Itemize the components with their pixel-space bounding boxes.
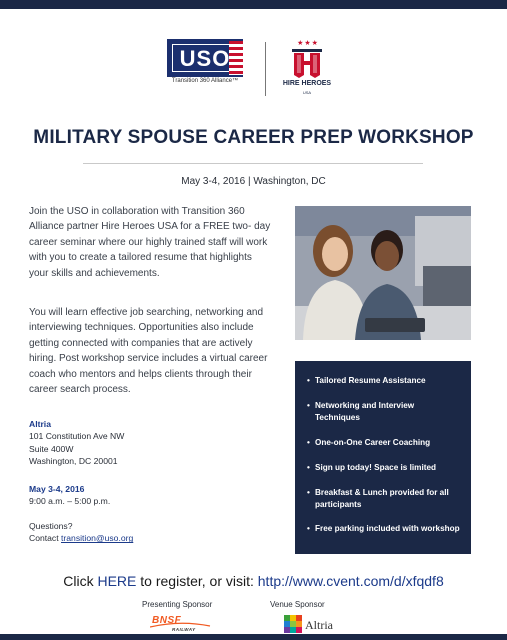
detail-paragraph: You will learn effective job searching, networking and interviewing techniques. Opportunities also include getting connected with companies that are actively hiring. Post workshop service includes a virtual career coach who mentors and helps clients through their career search process.	[29, 307, 268, 396]
benefit-item: • Free parking included with workshop	[309, 523, 461, 535]
benefit-item: • One-on-One Career Coaching	[309, 437, 461, 449]
event-dates: May 3-4, 2016	[29, 484, 85, 494]
uso-logo-text: USO	[179, 46, 231, 71]
benefits-box	[295, 361, 471, 554]
venue-address-line2: Suite 400W	[29, 443, 74, 454]
questions-label: Questions?	[29, 521, 73, 531]
contact-email-link[interactable]: transition@uso.org	[61, 533, 134, 544]
uso-logo-box	[167, 39, 243, 77]
venue-address-line3: Washington, DC 20001	[29, 455, 118, 466]
hire-heroes-name: HIRE HEROES	[282, 80, 332, 87]
title-divider	[83, 163, 423, 164]
hire-heroes-logo	[278, 39, 336, 99]
benefit-item: • Networking and Interview Techniques	[309, 400, 461, 424]
logo-divider	[265, 42, 266, 96]
register-prefix: Click	[63, 573, 98, 589]
page-title: MILITARY SPOUSE CAREER PREP WORKSHOP	[33, 127, 474, 148]
event-date-location: May 3-4, 2016 | Washington, DC	[181, 176, 326, 187]
contact-prefix: Contact	[29, 533, 62, 544]
bnsf-wordmark: BNSF	[152, 615, 182, 626]
photo-illustration	[295, 206, 471, 340]
register-url-link[interactable]: http://www.cvent.com/d/xfqdf8	[257, 573, 444, 589]
intro-paragraph: Join the USO in collaboration with Transition 360 Alliance partner Hire Heroes USA for a FREE two- day career seminar where our highly trained staff will work with you to create a tailored resume that highlights your skills and achievements.	[29, 206, 271, 279]
workshop-photo	[295, 206, 471, 340]
benefits-list	[309, 375, 461, 548]
register-line	[0, 573, 507, 589]
presenting-sponsor-label: Presenting Sponsor	[142, 600, 213, 609]
benefit-item: • Sign up today! Space is limited	[309, 462, 461, 474]
stars-icon: ★★★	[297, 40, 319, 47]
top-border	[0, 0, 507, 9]
bottom-border	[0, 634, 507, 640]
contact-block	[29, 520, 133, 545]
venue-name: Altria	[29, 419, 51, 429]
hire-heroes-suffix: USA	[302, 90, 312, 95]
uso-tagline: Transition 360 Alliance™	[171, 78, 239, 84]
register-here-link[interactable]: HERE	[97, 573, 137, 589]
benefit-item: • Tailored Resume Assistance	[309, 375, 461, 387]
event-hours: 9:00 a.m. – 5:00 p.m.	[29, 496, 111, 507]
register-middle: to register, or visit:	[136, 573, 258, 589]
uso-logo	[167, 39, 243, 91]
altria-logo	[284, 614, 344, 636]
benefit-item: • Breakfast & Lunch provided for all participants	[309, 487, 461, 511]
venue-sponsor-label: Venue Sponsor	[270, 600, 325, 609]
altria-wordmark: Altria	[305, 618, 333, 632]
venue-address	[29, 418, 124, 467]
venue-address-line1: 101 Constitution Ave NW	[29, 431, 125, 442]
altria-mosaic-icon	[284, 615, 302, 633]
event-schedule	[29, 483, 110, 508]
bnsf-logo	[150, 614, 214, 636]
hire-heroes-shield-icon	[291, 47, 323, 79]
contact-line	[29, 532, 133, 544]
bnsf-sub: RAILWAY	[172, 627, 196, 632]
